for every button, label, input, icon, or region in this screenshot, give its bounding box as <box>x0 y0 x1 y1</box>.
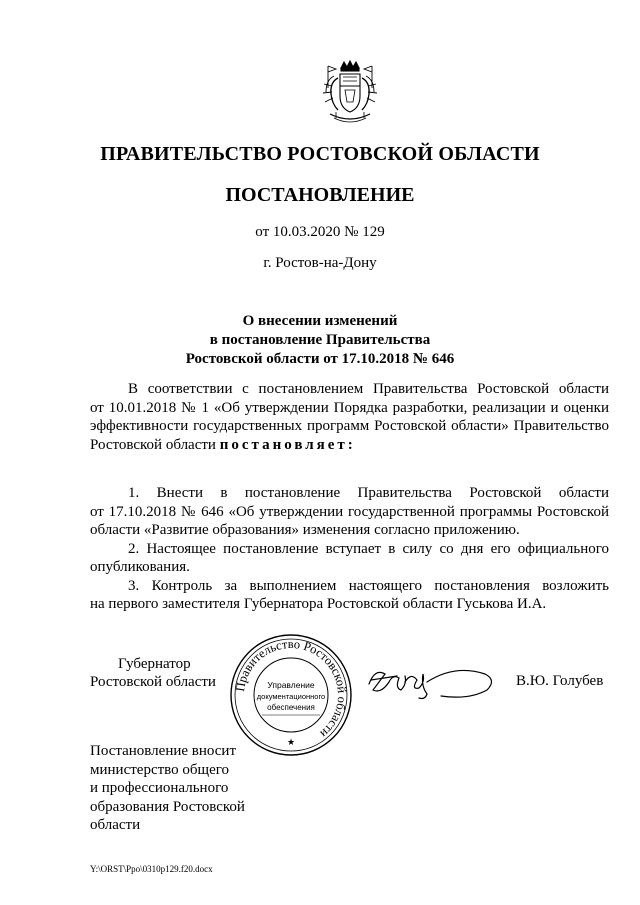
text-line: эффективности государственных программ Ростовской области» Правительство <box>90 418 609 434</box>
submitter-note <box>90 742 280 835</box>
note-line: образования Ростовской <box>90 798 245 815</box>
note-line: и профессионального <box>90 780 229 796</box>
text-line: от 10.01.2018 № 1 «Об утверждении Порядка разработки, реализации и оценки <box>90 399 609 416</box>
item-3-line: на первого заместителя Губернатора Ростовской области Гуськова И.А. <box>90 596 547 612</box>
decree-items <box>90 484 609 614</box>
seal-star-icon: ★ <box>286 737 296 747</box>
item-2-line: опубликования. <box>90 559 190 575</box>
seal-inner-line: Управление <box>267 680 315 690</box>
subject-line: Ростовской области от 17.10.2018 № 646 <box>185 351 455 367</box>
note-line: области <box>90 817 141 833</box>
city-line: г. Ростов-на-Дону <box>263 255 377 271</box>
signatory-position <box>90 655 230 691</box>
date-number-line: от 10.03.2020 № 129 <box>255 224 385 240</box>
position-line: Ростовской области <box>90 674 216 690</box>
signatory-name: В.Ю. Голубев <box>516 673 604 689</box>
subject-line: О внесении изменений <box>242 313 398 329</box>
official-seal <box>228 632 354 758</box>
handwritten-signature <box>365 660 500 705</box>
position-line: Губернатор <box>118 656 191 672</box>
seal-ring-text: Правительство Ростовской области <box>233 636 350 741</box>
government-title: ПРАВИТЕЛЬСТВО РОСТОВСКОЙ ОБЛАСТИ <box>100 143 540 165</box>
preamble-paragraph <box>90 380 609 454</box>
text-line: В соответствии с постановлением Правительства Ростовской области <box>128 381 609 397</box>
subject-line: в постановление Правительства <box>209 332 431 348</box>
coat-of-arms-icon <box>314 58 386 130</box>
note-line: министерство общего <box>90 761 230 778</box>
operative-word: постановляет: <box>219 436 356 453</box>
preamble-prefix: Ростовской области <box>90 436 216 453</box>
file-path-footer: Y:\ORST\Ppo\0310p129.f20.docx <box>90 864 213 874</box>
document-type-title: ПОСТАНОВЛЕНИЕ <box>225 184 415 206</box>
item-1-line: 1. Внести в постановление Правительства Ростовской области <box>128 485 609 501</box>
seal-inner-line: документационного <box>256 692 326 701</box>
seal-inner-line: обеспечения <box>267 703 315 712</box>
item-1-line: области «Развитие образования» изменения согласно приложению. <box>90 522 520 538</box>
decree-subject <box>0 312 640 369</box>
item-1-line: от 17.10.2018 № 646 «Об утверждении государственной программы Ростовской <box>90 503 609 520</box>
item-2-line: 2. Настоящее постановление вступает в силу со дня его официального <box>128 540 609 557</box>
item-3-line: 3. Контроль за выполнением настоящего постановления возложить <box>128 577 609 594</box>
note-line: Постановление вносит <box>90 743 237 759</box>
text-line <box>90 436 609 455</box>
